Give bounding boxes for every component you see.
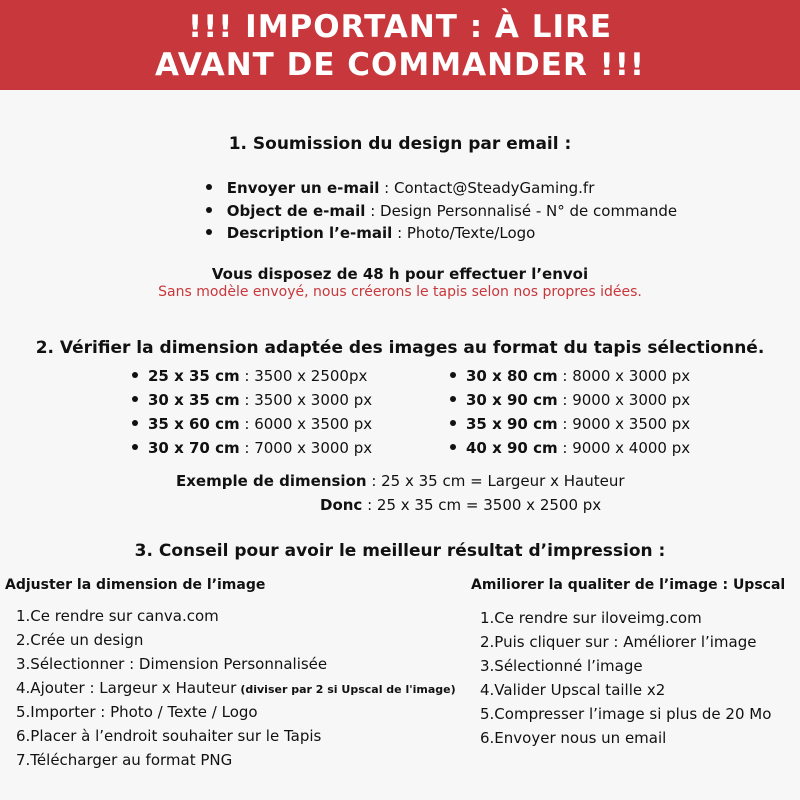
description-label: Description l’e-mail <box>226 224 393 242</box>
right-column-title: Amiliorer la qualiter de l’image : Upscal <box>471 577 786 593</box>
size-px: : 8000 x 3000 px <box>557 367 691 385</box>
delay-notice: Vous disposez de 48 h pour effectuer l’envoi <box>211 265 589 283</box>
right-steps-list <box>480 606 771 750</box>
size-label: 35 x 90 cm <box>466 415 558 433</box>
size-px: : 3500 x 3000 px <box>239 391 373 409</box>
list-item: 1.Ce rendre sur canva.com <box>16 607 219 625</box>
dimension-example <box>176 472 625 490</box>
size-item <box>450 367 690 385</box>
size-label: 30 x 90 cm <box>466 391 558 409</box>
size-px: : 9000 x 3500 px <box>557 415 691 433</box>
email-item <box>206 179 594 197</box>
size-item <box>132 367 367 385</box>
size-label: 35 x 60 cm <box>148 415 240 433</box>
list-item: 7.Télécharger au format PNG <box>16 751 233 769</box>
dimension-donc <box>320 496 601 514</box>
list-item <box>16 676 456 700</box>
description-value: : Photo/Texte/Logo <box>392 224 536 242</box>
list-item: 4.Valider Upscal taille x2 <box>480 681 666 699</box>
size-px: : 6000 x 3500 px <box>239 415 373 433</box>
size-item <box>132 415 372 433</box>
donc-label: Donc <box>320 496 363 514</box>
left-steps-list <box>16 604 456 772</box>
email-label: Envoyer un e-mail <box>226 179 380 197</box>
list-item: 3.Sélectionner : Dimension Personnalisée <box>16 655 328 673</box>
example-label: Exemple de dimension <box>176 472 367 490</box>
size-label: 25 x 35 cm <box>148 367 240 385</box>
list-item: 2.Puis cliquer sur : Améliorer l’image <box>480 633 757 651</box>
size-item <box>132 439 372 457</box>
left-column-title: Adjuster la dimension de l’image <box>5 577 266 593</box>
upscale-note: (diviser par 2 si Upscal de l'image) <box>240 683 456 696</box>
list-item: 6.Envoyer nous un email <box>480 729 667 747</box>
banner-line-1: !!! IMPORTANT : À LIRE <box>187 9 613 45</box>
list-item: 2.Crée un design <box>16 631 144 649</box>
list-item-text: 4.Ajouter : Largeur x Hauteur <box>16 679 237 697</box>
list-item: 5.Compresser l’image si plus de 20 Mo <box>480 705 772 723</box>
size-px: : 9000 x 4000 px <box>557 439 691 457</box>
list-item: 5.Importer : Photo / Texte / Logo <box>16 703 258 721</box>
warning-banner <box>0 0 800 90</box>
size-item <box>132 391 372 409</box>
section3-title: 3. Conseil pour avoir le meilleur résultat d’impression : <box>134 541 666 561</box>
size-label: 30 x 35 cm <box>148 391 240 409</box>
banner-line-2: AVANT DE COMMANDER !!! <box>154 47 646 83</box>
list-item: 1.Ce rendre sur iloveimg.com <box>480 609 702 627</box>
section1-title: 1. Soumission du design par email : <box>228 134 572 154</box>
subject-value: : Design Personnalisé - N° de commande <box>365 202 678 220</box>
size-item <box>450 439 690 457</box>
size-item <box>450 391 690 409</box>
example-value: : 25 x 35 cm = Largeur x Hauteur <box>366 472 625 490</box>
donc-value: : 25 x 35 cm = 3500 x 2500 px <box>362 496 602 514</box>
list-item: 3.Sélectionné l’image <box>480 657 643 675</box>
size-px: : 7000 x 3000 px <box>239 439 373 457</box>
size-px: : 3500 x 2500px <box>239 367 368 385</box>
no-model-note: Sans modèle envoyé, nous créerons le tapis selon nos propres idées. <box>158 284 642 300</box>
size-item <box>450 415 690 433</box>
description-item <box>206 224 535 242</box>
size-label: 30 x 70 cm <box>148 439 240 457</box>
list-item: 6.Placer à l’endroit souhaiter sur le Tapis <box>16 727 322 745</box>
subject-item <box>206 202 677 220</box>
size-px: : 9000 x 3000 px <box>557 391 691 409</box>
subject-label: Object de e-mail <box>226 202 366 220</box>
email-value: : Contact@SteadyGaming.fr <box>379 179 595 197</box>
section2-title: 2. Vérifier la dimension adaptée des images au format du tapis sélectionné. <box>35 338 765 358</box>
size-label: 30 x 80 cm <box>466 367 558 385</box>
size-label: 40 x 90 cm <box>466 439 558 457</box>
